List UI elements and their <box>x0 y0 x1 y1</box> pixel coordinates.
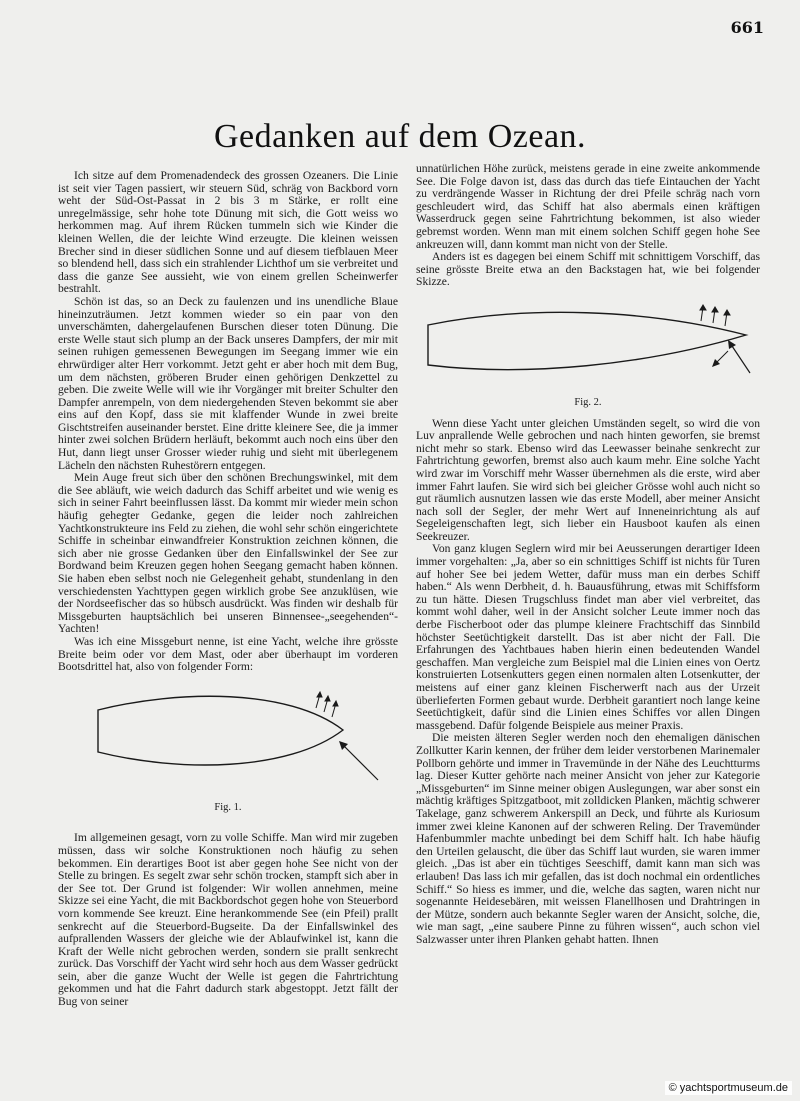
paragraph: Die meisten älteren Segler werden noch den ehemaligen dänischen Zollkutter Karin kennen, der früher dem leider verstorbenen Marinemaler Pollborn gehörte und immer in Travemünde in der Nähe des Leuchtturms lag. Dieser Kutter gehörte nach meiner Ansicht von jeher zur Kategorie „Missgeburten“ im Sinne meiner obigen Auslegungen, war aber sonst ein mächtig kräftiges Spitzgatboot, mit zolldicken Planken, mächtig schwerer Takelage, ganz schwerem Ankerspill an Deck, und führte als Kuriosum immer zwei kleine Kanonen auf der schweren Reling. Der Travemünder Hafenbummler machte unbedingt bei dem Schiff halt. Ich habe häufig den Urteilen gelauscht, die über das Schiff laut wurden, sie waren immer gleich. „Das ist aber ein tüchtiges Seeschiff, damit kann man sich was erlauben! Das lass ich mir gefallen, das ist doch nochmal ein ordentliches Schiff.“ So hiess es immer, und die, welche das sagten, waren nicht nur sogenannte Heidesebären, mit weissen Flanellhosen und Drahtringen in der Mütze, sondern auch bekannte Segler waren der Ansicht, solche, die, wie man sagt, „eine saubere Pinne zu führen wissen“, auch schon viel Salzwasser unter ihren Planken gehabt hatten. Ihnen <box>416 731 760 946</box>
paragraph: Ich sitze auf dem Promenadendeck des grossen Ozeaners. Die Linie ist seit vier Tagen passiert, wir steuern Süd, schräg von Backbord vorn weht der Süd-Ost-Passat in 2 bis 3 m Stärke, er rollt eine unregelmässige, sehr hohe tote Dünung mit sich, die Gott weiss wo herkommen mag. Auf ihrem Rücken tummeln sich wie Kinder die kleinen Wellen, die der leichte Wind erzeugte. Die kleinen weissen Brecher sind in dieser südlichen Sonne und auf diesem tiefblauen Meer so blendend hell, dass sich ein strahlender Lichthof um sie verbreitet und dass die ganze See aussieht, wie von einem grellen Scheinwerfer bestrahlt. <box>58 169 398 296</box>
copyright-watermark: © yachtsportmuseum.de <box>665 1081 792 1095</box>
figure-1 <box>58 680 398 815</box>
left-column <box>58 170 398 1009</box>
paragraph: Von ganz klugen Seglern wird mir bei Aeusserungen derartiger Ideen immer vorgehalten: „Ja, aber so ein schnittiges Schiff ist nichts für Turen auf hoher See bei jedem Wetter, dafür muss man ein derbes Schiff haben.“ Als wenn Derbheit, d. h. Bauausführung, etwas mit Schiffsform zu tun hätte. Diesen Trugschluss findet man aber viel verbreitet, das kommt wohl daher, weil in der Ansicht solcher Leute immer noch das derbe Fischerboot oder das plumpe kleinere Frachtschiff das Sinnbild höchster Seetüchtigkeit darstellt. Das ist aber nicht der Fall. Die Erfahrungen des Yachtbaues haben hierin einen bedeutenden Wandel geschaffen. Man vergleiche zum Beispiel mal die Linien eines von Oertz konstruierten Lotsenkutters gegen einen normalen alten Lotsenkutter, der meistens auf einer ganz kleinen Fischerwerft nach aus der Urzeit überlieferten Formen gebaut wurde. Derbheit garantiert noch lange keine Seetüchtigkeit, dafür sind die Linien eines Schiffes vor allen Dingen massgebend. Dafür folgende Beispiele aus meiner Praxis. <box>416 542 760 732</box>
paragraph: Mein Auge freut sich über den schönen Brechungswinkel, mit dem die See abläuft, wie weich dadurch das Schiff arbeitet und wie wenig es sich in seiner Fahrt beeinflussen lässt. Da kommt mir wieder mein schon häufig gehegter Gedanke, gegen die leider noch zahlreichen Yachtkonstrukteure ins Feld zu ziehen, die wohl sehr schön eingerichtete Schiffe in scheinbar einwandfreier Konstruktion zeichnen können, die sich aber nie grosse Gedanken über den Einfallswinkel der See zur Bordwand beim Kreuzen gegen hohen Seegang gemacht haben können. Sie haben eben selbst noch nie Gelegenheit gehabt, stundenlang in den verschiedensten Yachttypen gegen wirklich grobe See anzuklüsen, wie der Nordseefischer das so hübsch ausdrückt. Was finden wir deshalb für Missgeburten hauptsächlich bei unseren Binnensee-„seegehenden“-Yachten! <box>58 471 398 636</box>
figure-2-caption: Fig. 2. <box>574 396 602 408</box>
paragraph: unnatürlichen Höhe zurück, meistens gerade in eine zweite ankommende See. Die Folge davon ist, dass das durch das tiefe Eintauchen der Yacht zu verdrängende Wasser in Richtung der drei Pfeile schräg nach vorn geschleudert wird, das Schiff hat also abermals einen kräftigen Wasserdruck gegen seine Fahrtrichtung bekommen, ist also wieder gebremst worden. Wenn man mit einem solchen Schiff gegen hohe See ankreuzen will, dann kommt man nicht von der Stelle. <box>416 162 760 251</box>
paragraph: Anders ist es dagegen bei einem Schiff mit schnittigem Vorschiff, das seine grösste Breite etwa an den Backstagen hat, wie bei folgender Skizze. <box>416 250 760 289</box>
paragraph: Im allgemeinen gesagt, vorn zu volle Schiffe. Man wird mir zugeben müssen, dass wir solche Konstruktionen noch häufig zu sehen bekommen. Ein derartiges Boot ist aber gegen hohe See nicht von der Stelle zu bringen. Es segelt zwar sehr schön trocken, stampft sich aber in der See tot. Der Grund ist folgender: Wir wollen annehmen, meine Skizze sei eine Yacht, die mit Backbordschot gegen hohe von Steuerbord vorn kommende See kreuzt. Eine herankommende See (ein Pfeil) prallt senkrecht auf die Steuerbord-Bugseite. Da der Einfallswinkel des aufprallenden Wassers der gleiche wie der Ablaufwinkel ist, kann die Kraft der Welle nicht gebrochen werden, sondern sie prallt senkrecht zurück. Das Vorschiff der Yacht wird sehr hoch aus dem Wasser gedrückt sein, aber die ganze Wucht der Welle ist gegen die Fahrtrichtung gekommen und hat die Fahrt dadurch stark abgestoppt. Jetzt fällt der Bug von seiner <box>58 831 398 1009</box>
paragraph: Schön ist das, so an Deck zu faulenzen und ins unendliche Blaue hineinzuträumen. Jetzt kommen wieder so ein paar von den unverschämten, dahergelaufenen Burschen dieser toten Dünung. Die erste Welle staut sich plump an der Back unseres Dampfers, der mir mit seinen ruhigen gemessenen Bewegungen im Seegang immer wie ein ehrwürdiger alter Herr vorkommt. Jetzt geht er aber hoch mit dem Bug, um dem nächsten, gröberen Bruder einen gehörigen Denkzettel zu geben. Die zweite Welle will wie ihr Vorgänger mit breiter Schulter den Dampfer anrempeln, von dem niedergehenden Steven bekommt sie aber eins auf den Kopf, dass sie mit klaffender Wunde in zwei breite Gischtstreifen auseinander berstet. Eine dritte kleinere See, die ja immer hinter zwei solchen Brüdern herläuft, bekommt auch noch eins über den Hut, dann liegt unser Grosser wieder ruhig und sieht mit überlegenem Lächeln den nächsten Ruhestörern entgegen. <box>58 294 398 472</box>
right-column <box>416 163 760 946</box>
hull-sketch-fine-bow <box>416 295 760 395</box>
figure-1-caption: Fig. 1. <box>214 801 242 813</box>
hull-sketch-full-bow <box>58 680 398 800</box>
paragraph: Wenn diese Yacht unter gleichen Umständen segelt, so wird die von Luv anprallende Welle gebrochen und nach hinten geworfen, sie bremst nicht mehr so stark. Ebenso wird das Leewasser beinahe senkrecht zur Fahrtrichtung geworfen, bremst also auch kaum mehr. Eine solche Yacht wird zwar im Vorschiff mehr Wasser übernehmen als die erste, wird aber immer Fahrt laufen. Sie wird sich bei gleicher Grösse wohl auch nicht so gut räumlich ausnutzen lassen wie das erste Modell, aber meiner Ansicht nach soll der Segler, der mehr Wert auf Inneneinrichtung als auf Segeleigenschaften legt, sich lieber ein Hausboot kaufen als einen Seekreuzer. <box>416 416 760 543</box>
figure-2 <box>416 295 760 410</box>
page-number: 661 <box>730 18 764 37</box>
article-title: Gedanken auf dem Ozean. <box>213 118 587 155</box>
paragraph: Was ich eine Missgeburt nenne, ist eine Yacht, welche ihre grösste Breite beim oder vor dem Mast, oder aber überhaupt im vorderen Bootsdrittel hat, also von folgender Form: <box>58 634 398 674</box>
